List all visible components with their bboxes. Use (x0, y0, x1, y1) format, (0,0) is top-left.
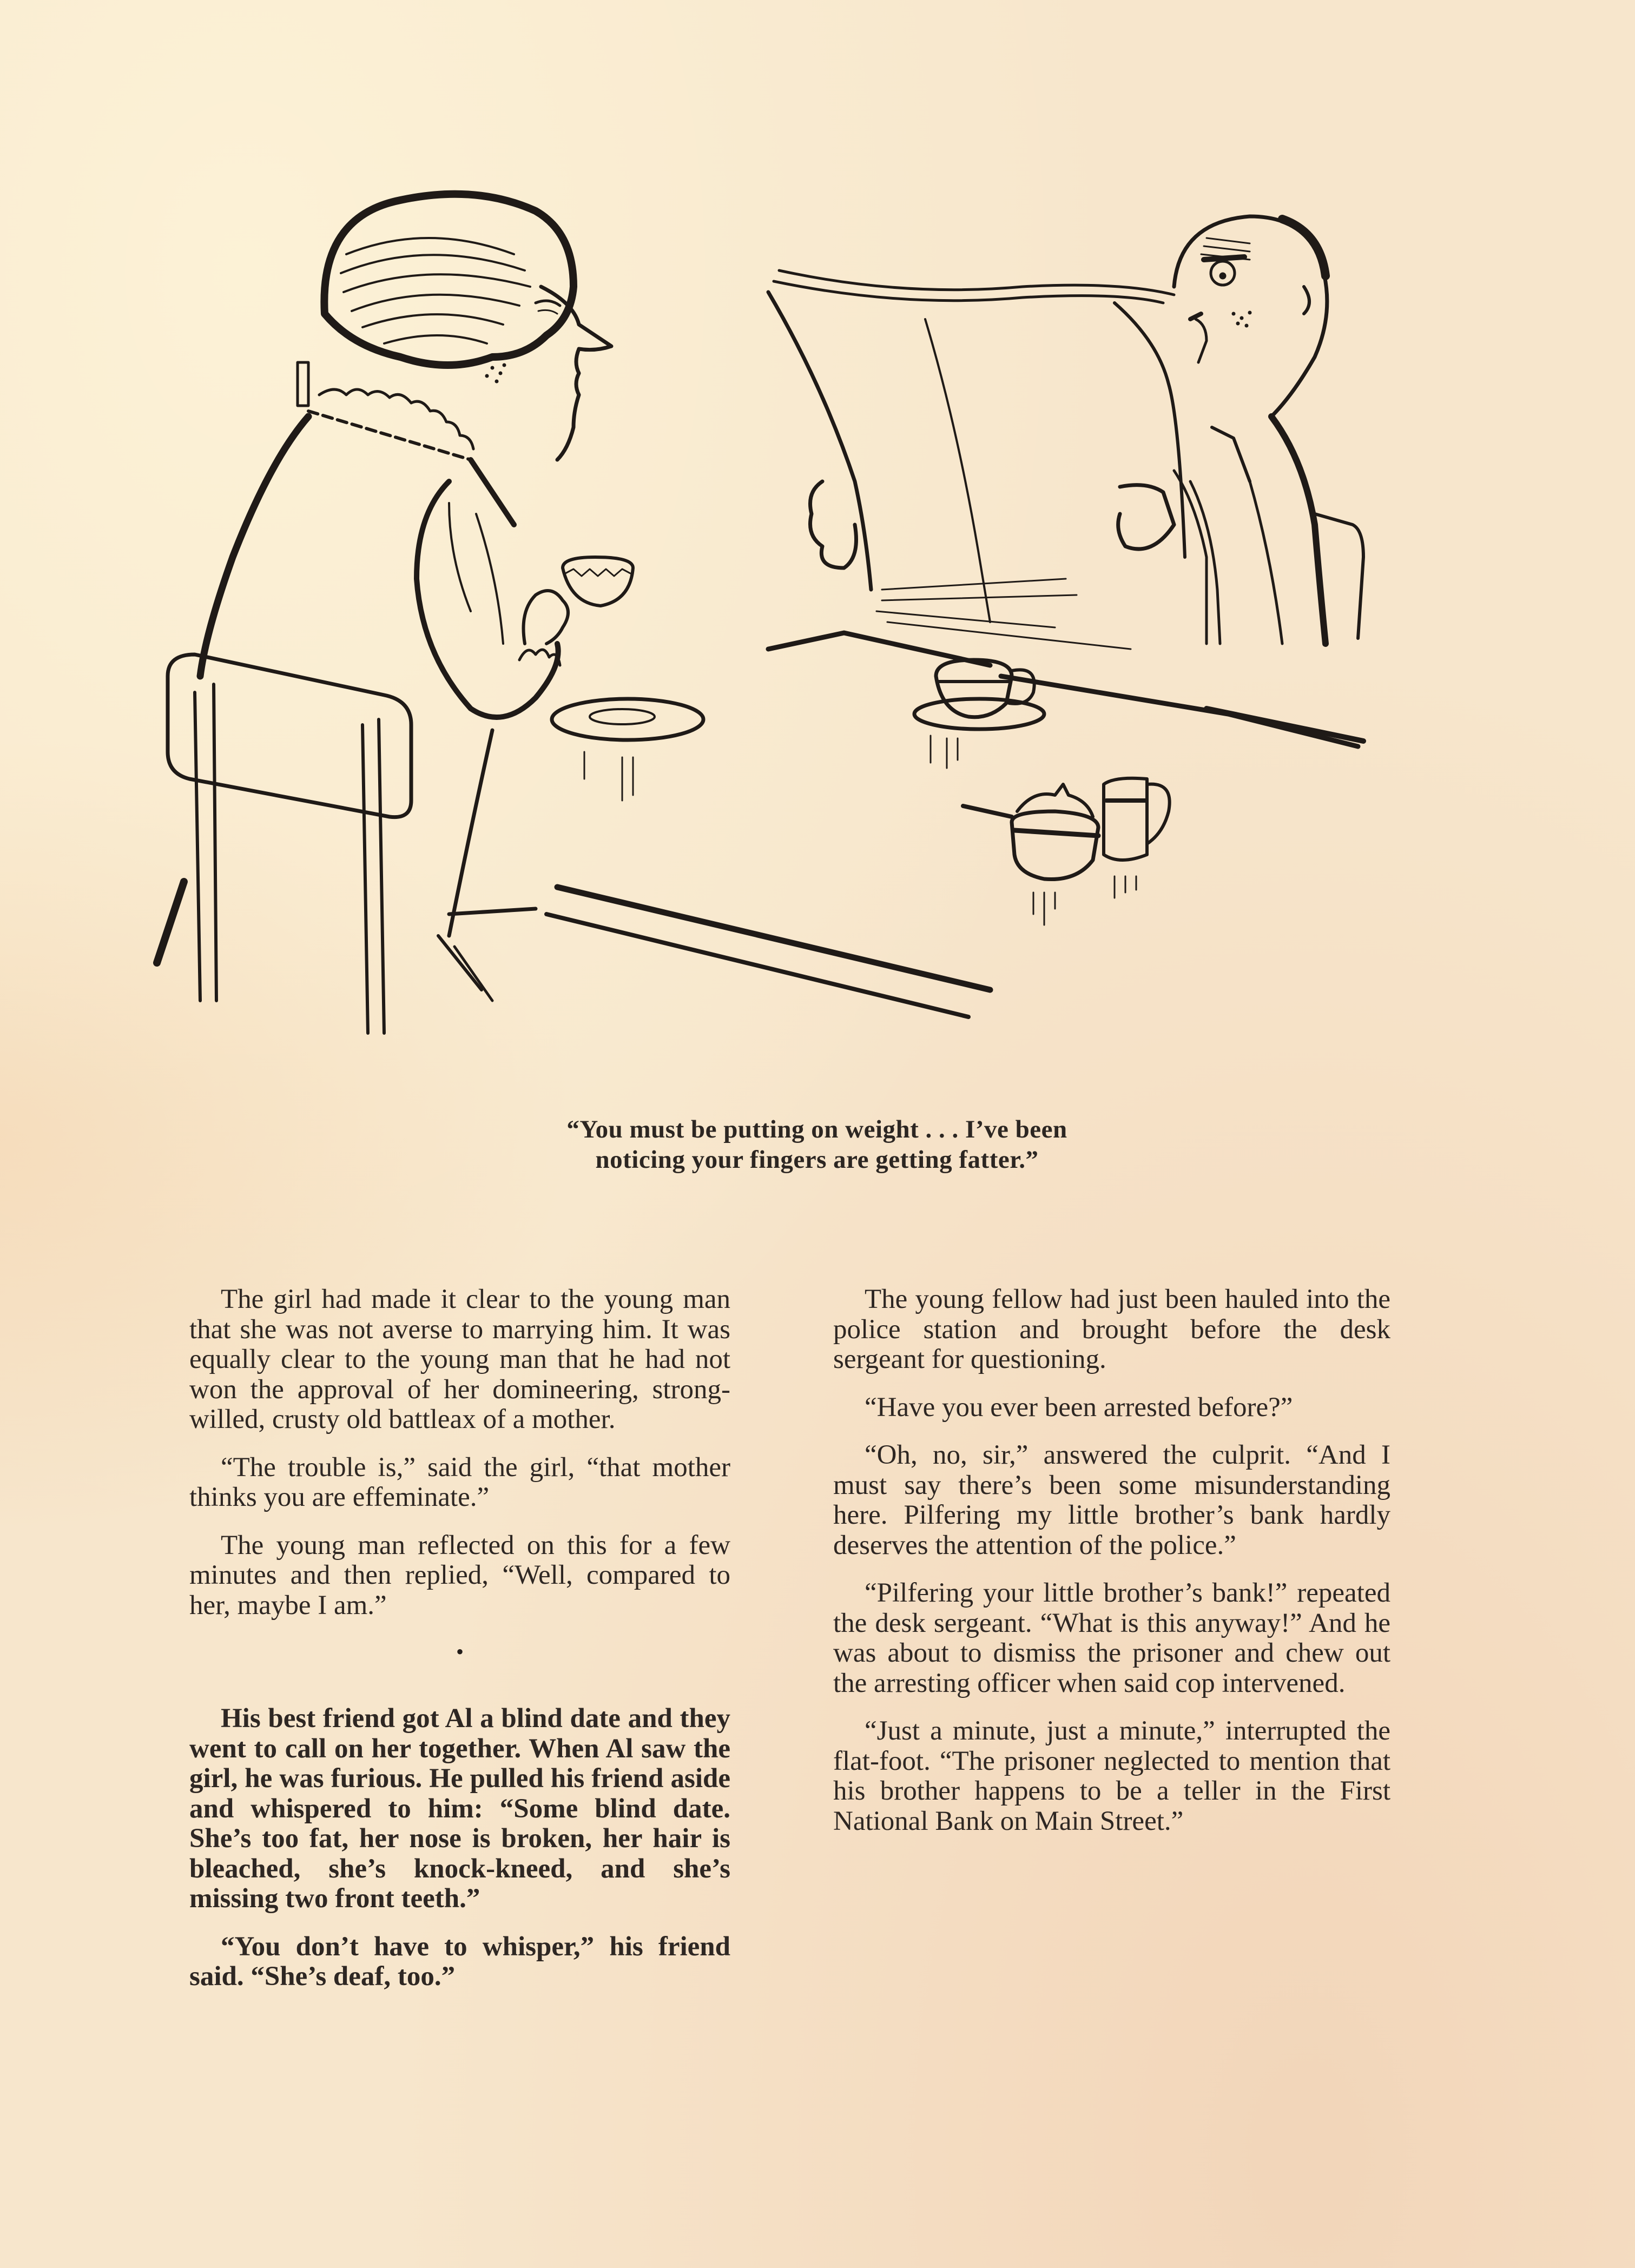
cartoon-caption (325, 1114, 1309, 1175)
saucer (552, 699, 703, 801)
right-column (833, 1285, 1390, 1854)
caption-line-2: noticing your fingers are getting fatter.” (595, 1146, 1039, 1174)
joke-blind-date (189, 1704, 730, 1992)
cup-and-saucer (914, 660, 1044, 768)
joke-paragraph: “Pilfering your little brother’s bank!” repeated the desk sergeant. “What is this anyway!” And he was about to dismiss the prisoner and chew out the arresting officer when said cop intervened. (833, 1578, 1390, 1698)
sugar-bowl (963, 784, 1098, 925)
chair (157, 654, 411, 1033)
man-figure (810, 216, 1364, 644)
joke-paragraph: “Oh, no, sir,” answered the culprit. “And I must say there’s been some misunderstanding here. Pilfering my little brother’s bank hardly deserves the attention of the police.” (833, 1440, 1390, 1561)
joke-paragraph: The young fellow had just been hauled into the police station and brought before the desk sergeant for questioning. (833, 1284, 1390, 1374)
left-column (189, 1285, 730, 2010)
newspaper (768, 270, 1185, 649)
bullet-separator: • (456, 1639, 464, 1664)
woman-figure (200, 194, 611, 1001)
joke-effeminate (189, 1285, 730, 1621)
joke-paragraph: The girl had made it clear to the young man that she was not averse to marrying him. It was equally clear to the young man that he had not won the approval of her domineering, strong-willed, crusty old battleax of a mother. (189, 1284, 730, 1434)
joke-paragraph: “Have you ever been arrested before?” (865, 1392, 1293, 1423)
joke-paragraph: “The trouble is,” said the girl, “that mother thinks you are effeminate.” (189, 1452, 730, 1512)
joke-police-station (833, 1285, 1390, 1836)
teacup-in-hand (563, 557, 633, 606)
table (546, 633, 1363, 1017)
creamer-pitcher (1104, 778, 1170, 898)
joke-paragraph: “Just a minute, just a minute,” interrupted the flat-foot. “The prisoner neglected to mention that his brother happens to be a teller in the First National Bank on Main Street.” (833, 1716, 1390, 1836)
cartoon-illustration (146, 178, 1390, 1066)
joke-paragraph: His best friend got Al a blind date and they went to call on her together. When Al saw the girl, he was furious. He pulled his friend aside and whispered to him: “Some blind date. She’s too fat, her nose is broken, her hair is bleached, she’s knock-kneed, and she’s missing two front teeth.” (189, 1703, 730, 1914)
joke-paragraph: “You don’t have to whisper,” his friend said. “She’s deaf, too.” (189, 1931, 730, 1992)
caption-line-1: “You must be putting on weight . . . I’ve been (566, 1115, 1067, 1143)
joke-paragraph: The young man reflected on this for a few minutes and then replied, “Well, compared to her, maybe I am.” (189, 1530, 730, 1621)
